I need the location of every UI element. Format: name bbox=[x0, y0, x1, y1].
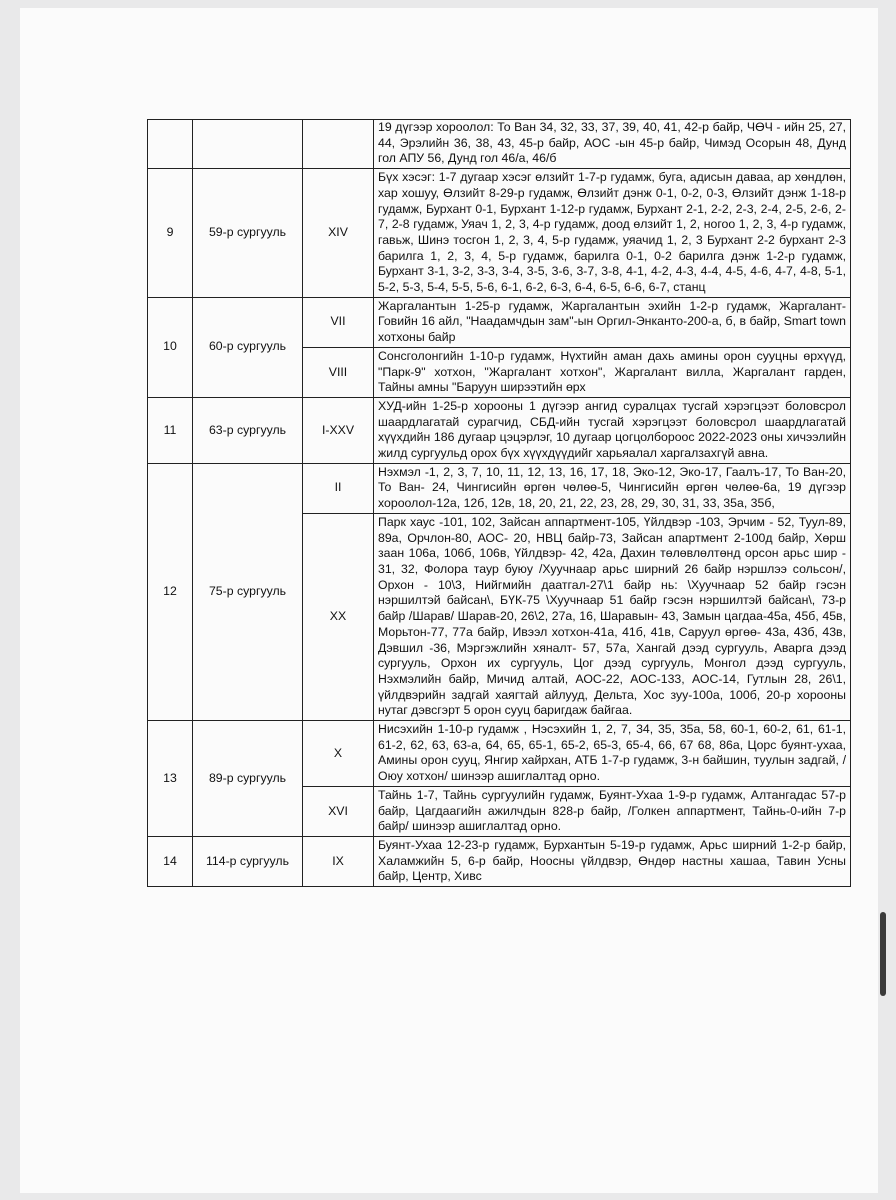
address-list: ХУД-ийн 1-25-р хорооны 1 дүгээр ангид суралцах тусгай хэрэгцээт боловсрол шаардлагатай сурагчид, СБД-ийн тусгай хэрэгцээт боловсрол шаардлагатай хүүхдийн 186 дугаар цэцэрлэг, 10 дугаар цогцолбороос 2022-2023 оны хичээлийн жилд сургуульд орох бүх хүүхдүүдийг харьяалал харгалзахгүй авна. bbox=[374, 397, 851, 463]
school-name: 75-р сургууль bbox=[193, 463, 303, 720]
table-row bbox=[148, 463, 851, 513]
row-number: 14 bbox=[148, 836, 193, 886]
school-name: 89-р сургууль bbox=[193, 721, 303, 837]
address-list: Парк хаус -101, 102, Зайсан аппартмент-105, Үйлдвэр -103, Эрчим - 52, Туул-89, 89а, Орчлон-80, АОС- 20, НВЦ байр-73, Зайсан апартмент 2-100д байр, Хөрш заан 106а, 106б, 106в, Үйлдвэр- 42, 42а, Дахин төлөвлөлтөнд орсон арьс шир - 31, 32, Фолора таур буюу /Хуучнаар арьс ширний 26 байр нэршлээ сольсон/, Орхон - 10\3, Нийгмийн даатгал-27\1 байр нь: \Хуучнаар 52 байр гэсэн нэршилтэй байсан\, БҮК-75 \Хуучнаар 51 байр гэсэн нэршилтэй байсан\, 73-р байр /Шарав/ Шарав-20, 26\2, 27а, 16, Шаравын- 43, Замын цагдаа-45а, 45б, 45в, Морьтон-77, 77а байр, Ивээл хотхон-41а, 41б, 41в, Саруул өргөө- 43а, 43б, 43в, Дэвшил -36, Мэргэжлийн хяналт- 57, 57а, Хангай дээд сургууль, Аварга дээд сургууль, Орхон их сургууль, Цог дээд сургууль, Монгол дээд сургууль, Нэхмэлийн байр, Мичид алтай, АОС-22, АОС-133, АОС-14, Гутлын 28, 26\1, үйлдвэрийн задгай хаягтай айлууд, Дельта, Хос зуу-100а, 100б, 20-р хорооны нутаг дэвсгэрт 5 орон сууц баригдаж байгаа. bbox=[374, 513, 851, 720]
row-number: 12 bbox=[148, 463, 193, 720]
row-number bbox=[148, 120, 193, 169]
address-list: Буянт-Ухаа 12-23-р гудамж, Бурхантын 5-19-р гудамж, Арьс ширний 1-2-р байр, Халамжийн 5, 6-р байр, Ноосны үйлдвэр, Өндөр настны хашаа, Тавин Усны байр, Центр, Хивс bbox=[374, 836, 851, 886]
table-row bbox=[148, 297, 851, 347]
table-row bbox=[148, 397, 851, 463]
school-name bbox=[193, 120, 303, 169]
address-list: Нисэхийн 1-10-р гудамж , Нэсэхийн 1, 2, 7, 34, 35, 35а, 58, 60-1, 60-2, 61, 61-1, 61-2, 62, 63, 63-а, 64, 65, 65-1, 65-2, 65-3, 65-4, 66, 67 68, 86а, Цорс буянт-ухаа, Амины орон сууц, Янгир хайрхан, АТБ 1-7-р гудамж, 3-н байшин, туулын задгай, /Оюу хотхон/ шинээр ашиглалтад орно. bbox=[374, 721, 851, 787]
school-district-table bbox=[147, 119, 851, 887]
school-name: 60-р сургууль bbox=[193, 297, 303, 397]
row-number: 13 bbox=[148, 721, 193, 837]
address-list: Нэхмэл -1, 2, 3, 7, 10, 11, 12, 13, 16, 17, 18, Эко-12, Эко-17, Гаалъ-17, То Ван-20, То Ван- 24, Чингисийн өргөн чөлөө-5, Чингисийн өргөн чөлөө-6а, 19 дүгээр хороолол-12а, 12б, 12в, 18, 20, 21, 22, 23, 28, 29, 30, 31, 33, 35а, 35б, bbox=[374, 463, 851, 513]
table-row bbox=[148, 169, 851, 298]
address-list: 19 дүгээр хороолол: То Ван 34, 32, 33, 37, 39, 40, 41, 42-р байр, ЧӨЧ - ийн 25, 27, 44, Эрэлийн 36, 38, 43, 45-р байр, АОС -ын 45-р байр, Чимэд Осорын 48, Дунд гол АПУ 56, Дунд гол 46/а, 46/б bbox=[374, 120, 851, 169]
district-number: II bbox=[303, 463, 374, 513]
school-name: 63-р сургууль bbox=[193, 397, 303, 463]
document-page bbox=[20, 8, 878, 1193]
table-row bbox=[148, 721, 851, 787]
row-number: 11 bbox=[148, 397, 193, 463]
district-number: XVI bbox=[303, 786, 374, 836]
table-row bbox=[148, 836, 851, 886]
district-number bbox=[303, 120, 374, 169]
scrollbar-thumb[interactable] bbox=[880, 912, 886, 996]
district-number: XX bbox=[303, 513, 374, 720]
address-list: Бүх хэсэг: 1-7 дугаар хэсэг өлзийт 1-7-р гудамж, буга, адисын даваа, ар хөндлөн, хар хошуу, Өлзийт 8-29-р гудамж, Өлзийт дэнж 0-1, 0-2, 0-3, Өлзийт дэнж 1-18-р гудамж, Бурхант 0-1, Бурхант 1-12-р гудамж, Бурхант 2-1, 2-2, 2-3, 2-4, 2-5, 2-6, 2-7, 2-8 гудамж, Уяач 1, 2, 3, 4-р гудамж, доод өлзийт 1, 2, ногоо 1, 2, 3, 4-р гудамж, гавьж, Шинэ тосгон 1, 2, 3, 4, 5-р гудамж, уяачид 1, 2, 3 Бурхант 2-2 бурхант 2-3 барилга 1, 2, 3, 4, 5-р гудамж, барилга 0-1, 0-2 барилга дэнж 1-2-р гудамж, Бурхант 3-1, 3-2, 3-3, 3-4, 3-5, 3-6, 3-7, 3-8, 4-1, 4-2, 4-3, 4-4, 4-5, 4-6, 4-7, 4-8, 5-1, 5-2, 5-3, 5-4, 5-5, 5-6, 6-1, 6-2, 6-3, 6-4, 6-5, 6-6, 6-7, станц bbox=[374, 169, 851, 298]
address-list: Жаргалантын 1-25-р гудамж, Жаргалантын эхийн 1-2-р гудамж, Жаргалант-Говийн 16 айл, "Наадамчдын зам"-ын Оргил-Энканто-200-а, б, в байр, Smart town хотхоны байр bbox=[374, 297, 851, 347]
row-number: 9 bbox=[148, 169, 193, 298]
address-list: Сонсголонгийн 1-10-р гудамж, Нүхтийн аман дахь амины орон сууцны өрхүүд, "Парк-9" хотхон, "Жаргалант хотхон", Жаргалант вилла, Жаргалант гарден, Тайны амны "Баруун ширээтийн өрх bbox=[374, 347, 851, 397]
district-number: VII bbox=[303, 297, 374, 347]
address-list: Тайнь 1-7, Тайнь сургуулийн гудамж, Буянт-Ухаа 1-9-р гудамж, Алтангадас 57-р байр, Цагдаагийн ажилчдын 828-р байр, /Голкен аппартмент, Тайнь-0-ийн 7-р байр/ шинээр ашиглалтад орно. bbox=[374, 786, 851, 836]
school-name: 59-р сургууль bbox=[193, 169, 303, 298]
district-number: XIV bbox=[303, 169, 374, 298]
table-row bbox=[148, 120, 851, 169]
district-number: VIII bbox=[303, 347, 374, 397]
school-name: 114-р сургууль bbox=[193, 836, 303, 886]
district-number: IX bbox=[303, 836, 374, 886]
district-number: X bbox=[303, 721, 374, 787]
row-number: 10 bbox=[148, 297, 193, 397]
district-number: I-XXV bbox=[303, 397, 374, 463]
